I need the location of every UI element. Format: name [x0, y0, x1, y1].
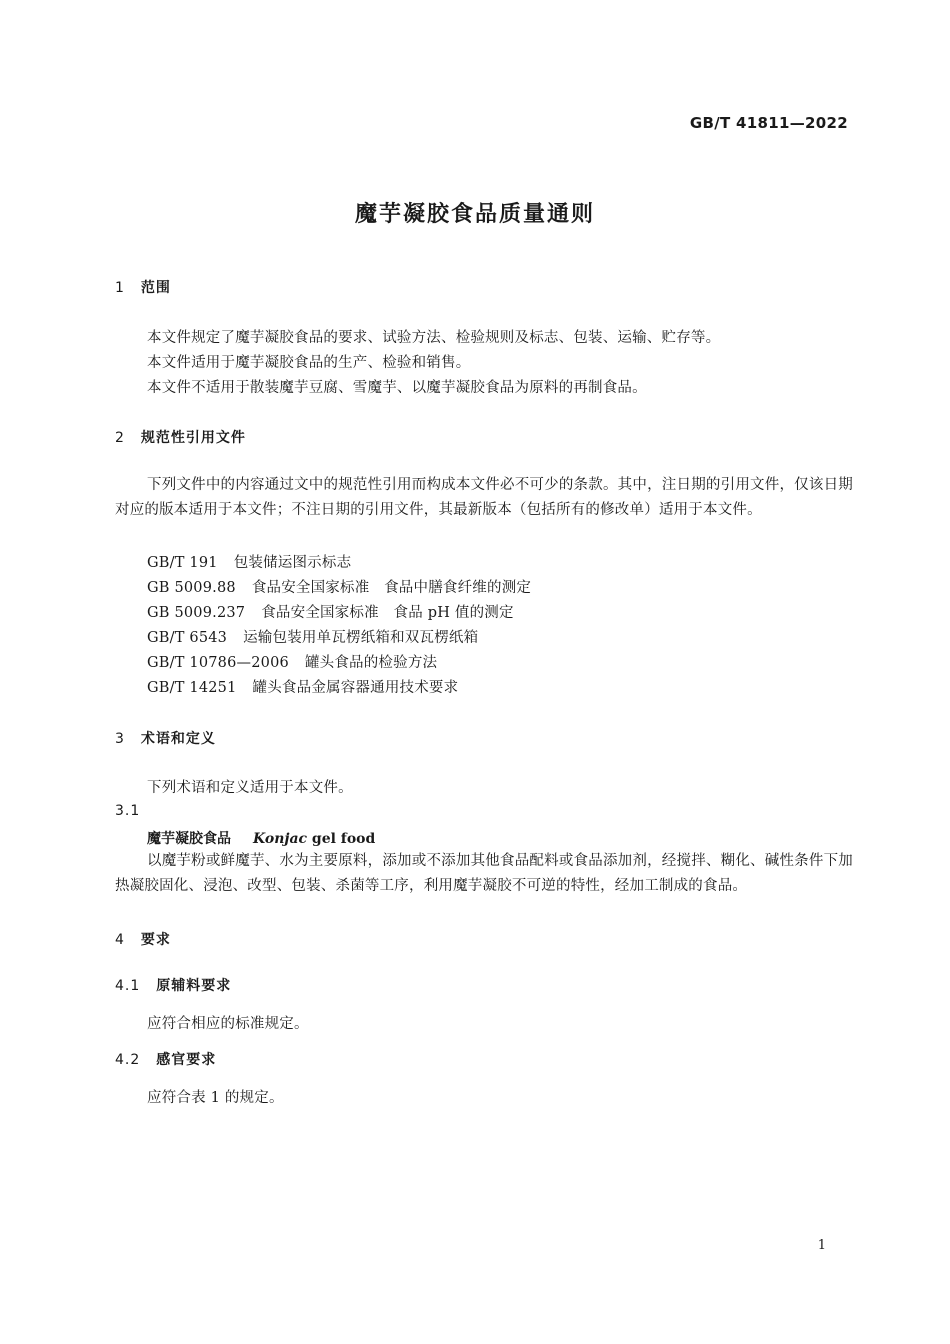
- section-2-intro: 下列文件中的内容通过文中的规范性引用而构成本文件必不可少的条款。其中，注日期的引用文件，仅该日期对应的版本适用于本文件；不注日期的引用文件，其最新版本（包括所有的修改单）适用于本文件。: [115, 477, 853, 518]
- ref-code: GB/T 6543: [147, 630, 228, 646]
- term-title: [147, 828, 375, 848]
- ref-title: 食品安全国家标准 食品 pH 值的测定: [261, 605, 514, 621]
- ref-title: 包装储运图示标志: [233, 555, 352, 571]
- term-english: [253, 831, 375, 847]
- section-4-2-heading: [115, 1049, 216, 1069]
- section-4-1-number: 4.1: [115, 978, 141, 994]
- section-3-intro: 下列术语和定义适用于本文件。: [147, 780, 353, 796]
- ref-item: [147, 551, 351, 572]
- term-definition: 以魔芋粉或鲜魔芋、水为主要原料，添加或不添加其他食品配料或食品添加剂，经搅拌、糊化、碱性条件下加热凝胶固化、浸泡、改型、包装、杀菌等工序，利用魔芋凝胶不可逆的特性，经加工制成的食品。: [115, 853, 853, 894]
- ref-code: GB 5009.237: [147, 605, 246, 621]
- ref-title: 罐头食品的检验方法: [304, 655, 438, 671]
- term-english-rest: gel food: [307, 831, 376, 847]
- section-4-number: 4: [115, 932, 125, 948]
- section-1-para-1: 本文件规定了魔芋凝胶食品的要求、试验方法、检验规则及标志、包装、运输、贮存等。: [147, 330, 721, 346]
- ref-code: GB/T 10786—2006: [147, 655, 289, 671]
- document-title: 魔芋凝胶食品质量通则: [354, 202, 595, 227]
- section-1-title: 范围: [140, 280, 171, 296]
- section-1-para-3: 本文件不适用于散装魔芋豆腐、雪魔芋、以魔芋凝胶食品为原料的再制食品。: [147, 380, 647, 396]
- ref-item: [147, 676, 458, 697]
- section-1-para-2: 本文件适用于魔芋凝胶食品的生产、检验和销售。: [147, 355, 471, 371]
- section-2-title: 规范性引用文件: [140, 430, 246, 446]
- ref-code: GB/T 191: [147, 555, 218, 571]
- section-1-number: 1: [115, 280, 125, 296]
- ref-title: 运输包装用单瓦楞纸箱和双瓦楞纸箱: [243, 630, 479, 646]
- section-2-number: 2: [115, 430, 125, 446]
- term-chinese: 魔芋凝胶食品: [147, 831, 231, 847]
- section-4-1-text: 应符合相应的标准规定。: [147, 1016, 309, 1032]
- section-4-heading: [115, 929, 171, 949]
- ref-code: GB 5009.88: [147, 580, 236, 596]
- page-number: 1: [817, 1238, 826, 1253]
- section-4-1-title: 原辅料要求: [156, 978, 232, 994]
- ref-code: GB/T 14251: [147, 680, 237, 696]
- term-english-italic: Konjac: [253, 831, 308, 847]
- standard-code: GB/T 41811—2022: [689, 114, 848, 132]
- ref-item: [147, 601, 514, 622]
- section-4-2-title: 感官要求: [156, 1052, 217, 1068]
- section-4-1-heading: [115, 975, 231, 995]
- section-2-heading: [115, 427, 246, 447]
- section-3-heading: [115, 728, 216, 748]
- ref-item: [147, 626, 478, 647]
- ref-title: 食品安全国家标准 食品中膳食纤维的测定: [251, 580, 532, 596]
- section-4-title: 要求: [140, 932, 171, 948]
- ref-item: [147, 651, 437, 672]
- section-4-2-text: 应符合表 1 的规定。: [147, 1090, 284, 1106]
- section-4-2-number: 4.2: [115, 1052, 141, 1068]
- section-3-title: 术语和定义: [140, 731, 216, 747]
- ref-title: 罐头食品金属容器通用技术要求: [252, 680, 459, 696]
- section-3-number: 3: [115, 731, 125, 747]
- section-1-heading: [115, 277, 171, 297]
- ref-item: [147, 576, 531, 597]
- term-number: 3.1: [115, 803, 141, 819]
